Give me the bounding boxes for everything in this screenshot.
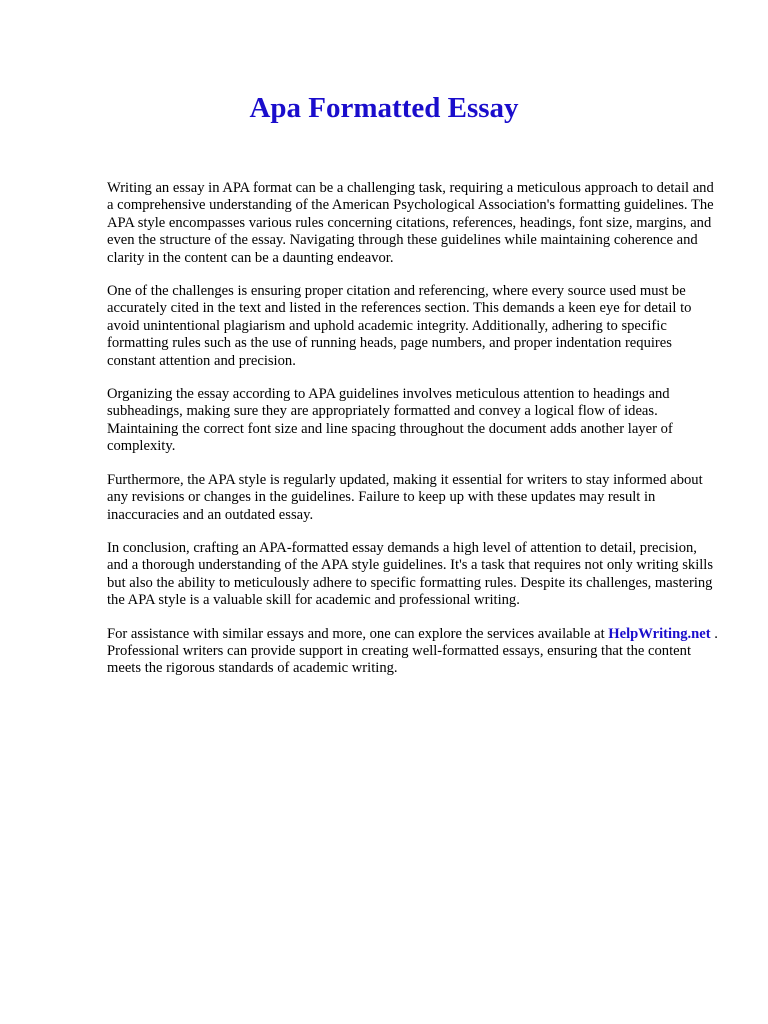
document-title: Apa Formatted Essay <box>249 92 519 124</box>
paragraph-intro: Writing an essay in APA format can be a challenging task, requiring a meticulous approach to detail and a comprehensive understanding of the American Psychological Association's formatting guidelines. The APA style encompasses various rules concerning citations, references, headings, font size, margins, and even the structure of the essay. Navigating through these guidelines while maintaining coherence and clarity in the content can be a daunting endeavor. <box>107 180 714 266</box>
document-body <box>107 180 719 694</box>
paragraph-citation-challenges: One of the challenges is ensuring proper citation and referencing, where every source used must be accurately cited in the text and listed in the references section. This demands a keen eye for detail to avoid unintentional plagiarism and uphold academic integrity. Additionally, adhering to specific formatting rules such as the use of running heads, page numbers, and proper indentation requires constant attention and precision. <box>107 283 692 369</box>
paragraph-organization: Organizing the essay according to APA guidelines involves meticulous attention to headings and subheadings, making sure they are appropriately formatted and convey a logical flow of ideas. Maintaining the correct font size and line spacing throughout the document adds another layer of complexity. <box>107 386 673 455</box>
paragraph-updates: Furthermore, the APA style is regularly updated, making it essential for writers to stay informed about any revisions or changes in the guidelines. Failure to keep up with these updates may result in inaccuracies and an outdated essay. <box>107 471 703 523</box>
closing-text-after-link: . Professional writers can provide support in creating well-formatted essays, ensuring that the content meets the rigorous standards of academic writing. <box>107 625 718 677</box>
paragraph-conclusion: In conclusion, crafting an APA-formatted essay demands a high level of attention to detail, precision, and a thorough understanding of the APA style guidelines. It's a task that requires not only writing skills but also the ability to meticulously adhere to specific formatting rules. Despite its challenges, mastering the APA style is a valuable skill for academic and professional writing. <box>107 539 714 609</box>
paragraph-closing <box>107 626 719 678</box>
closing-text-before-link: For assistance with similar essays and more, one can explore the services available at <box>107 625 609 642</box>
helpwriting-link[interactable]: HelpWriting.net <box>608 625 711 642</box>
